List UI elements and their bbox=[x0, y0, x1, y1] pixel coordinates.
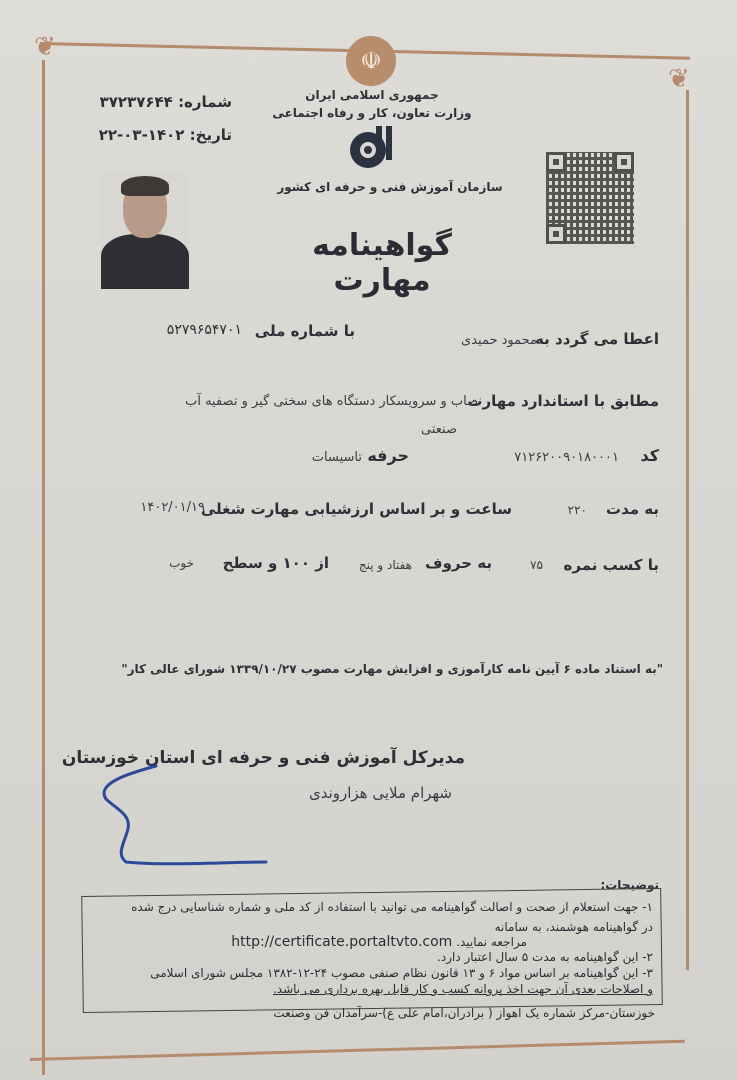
note-line-2b bbox=[231, 934, 527, 950]
date-value: ۱۴۰۲-۰۳-۲۲ bbox=[98, 126, 185, 144]
verification-link[interactable]: http://certificate.portaltvto.com bbox=[231, 934, 453, 950]
iran-emblem-icon: ☫ bbox=[346, 36, 396, 86]
trade-value: تاسیسات bbox=[311, 450, 362, 465]
score-value: ۷۵ bbox=[530, 558, 543, 572]
number-label: شماره: bbox=[178, 93, 232, 111]
score-label: با کسب نمره bbox=[563, 556, 659, 574]
in-words-label: به حروف bbox=[425, 554, 492, 572]
legal-basis: "به استناد ماده ۶ آیین نامه کارآموزی و افزایش مهارت مصوب ۱۳۳۹/۱۰/۲۷ شورای عالی کار" bbox=[121, 662, 663, 676]
holder-photo bbox=[101, 172, 189, 289]
date-label: تاریخ: bbox=[189, 126, 232, 144]
notes-heading: توضیحات: bbox=[600, 878, 659, 892]
note-line-4: ۳- این گواهینامه بر اساس مواد ۶ و ۱۳ قانون نظام صنفی مصوب ۲۴-۱۲-۱۳۸۲ مجلس شورای اسلامی bbox=[150, 966, 653, 980]
note-line-2-suffix: مراجعه نمایید. bbox=[456, 935, 527, 949]
standard-value-continued: صنعتی bbox=[421, 422, 457, 437]
note-line-3: ۲- این گواهینامه به مدت ۵ سال اعتبار دارد. bbox=[437, 950, 653, 964]
certificate-title: گواهینامه مهارت bbox=[312, 228, 452, 298]
certificate-date bbox=[99, 126, 232, 144]
certificate-number bbox=[100, 93, 232, 111]
assessment-date: ۱۴۰۲/۰۱/۱۹ bbox=[140, 500, 205, 515]
qr-code-icon[interactable] bbox=[546, 152, 634, 244]
note-line-5: و اصلاحات بعدی آن جهت اخذ پروانه کسب و کار قابل بهره برداری می باشد. bbox=[272, 982, 653, 996]
corner-ornament-icon: ❦ bbox=[668, 64, 690, 94]
frame-border-left bbox=[42, 60, 45, 1075]
corner-ornament-icon: ❦ bbox=[34, 32, 56, 62]
trade-label: حرفه bbox=[367, 446, 409, 465]
standard-value: نصاب و سرویسکار دستگاه های سختی گیر و تصفیه آب bbox=[185, 394, 482, 409]
signature-icon bbox=[96, 754, 276, 874]
duration-value: ۲۲۰ bbox=[567, 503, 587, 517]
frame-border-bottom bbox=[30, 1040, 685, 1061]
country-name: جمهوری اسلامی ایران bbox=[305, 88, 439, 102]
code-value: ۷۱۲۶۲۰۰۹۰۱۸۰۰۰۱ bbox=[514, 450, 619, 465]
granted-to-label: اعطا می گردد به bbox=[535, 330, 659, 348]
score-in-words: هفتاد و پنج bbox=[358, 558, 412, 572]
note-line-2 bbox=[495, 920, 653, 934]
note-line-1: ۱- جهت استعلام از صحت و اصالت گواهینامه می توانید با استفاده از کد ملی و شماره شناسایی درج شده bbox=[131, 900, 653, 914]
number-value: ۳۷۲۳۷۶۴۴ bbox=[99, 93, 173, 111]
organization-name: سازمان آموزش فنی و حرفه ای کشور bbox=[277, 180, 503, 194]
frame-border-right bbox=[686, 90, 689, 970]
national-id-value: ۵۲۷۹۶۵۴۷۰۱ bbox=[166, 322, 242, 338]
tvto-logo-icon bbox=[346, 124, 394, 172]
assessment-label: ساعت و بر اساس ارزشیابی مهارت شغلی bbox=[200, 500, 512, 518]
out-of-label: از ۱۰۰ و سطح bbox=[222, 554, 329, 572]
duration-label: به مدت bbox=[606, 500, 659, 518]
signatory-title: مدیرکل آموزش فنی و حرفه ای استان خوزستان bbox=[61, 748, 465, 768]
level-value: خوب bbox=[169, 556, 194, 570]
code-label: کد bbox=[640, 446, 659, 465]
standard-label: مطابق با استاندارد مهارت bbox=[467, 392, 659, 410]
holder-name: محمود حمیدی bbox=[461, 333, 537, 348]
signatory-name: شهرام ملایی هزاروندی bbox=[308, 784, 452, 802]
issuing-center: خوزستان-مرکز شماره یک اهواز ( برادران،امام علی ع)-سرآمدان فن وصنعت bbox=[273, 1006, 655, 1020]
national-id-label: با شماره ملی bbox=[254, 322, 355, 340]
note-line-2-prefix: در گواهینامه هوشمند، به سامانه bbox=[494, 920, 653, 934]
ministry-name: وزارت تعاون، کار و رفاه اجتماعی bbox=[272, 106, 472, 120]
